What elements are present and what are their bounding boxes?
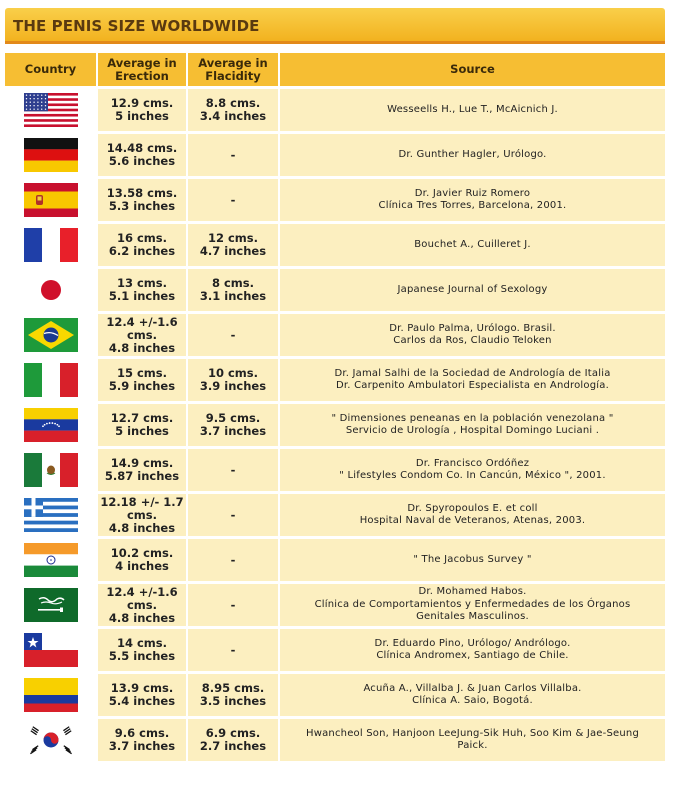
erection-value xyxy=(98,584,186,626)
erection-value xyxy=(98,89,186,131)
source-value xyxy=(280,404,665,446)
erection-value xyxy=(98,719,186,761)
table-row xyxy=(5,629,665,671)
erection-value xyxy=(98,629,186,671)
erection-value-line: 15 cms. xyxy=(116,366,168,380)
source-value-line: Genitales Masculinos. xyxy=(416,611,529,623)
flacidity-value-line: - xyxy=(230,642,236,657)
flacidity-value xyxy=(188,179,278,221)
erection-value-line: 9.6 cms. xyxy=(114,726,170,740)
header-flacidity-line2: Flacidity xyxy=(205,68,261,83)
flacidity-value xyxy=(188,404,278,446)
erection-value-line: cms. xyxy=(126,507,157,522)
erection-value-line: 6.2 inches xyxy=(108,244,176,258)
table-row xyxy=(5,224,665,266)
erection-value-line: 5.5 inches xyxy=(108,649,176,663)
header-country: Country xyxy=(5,53,96,86)
table-row xyxy=(5,269,665,311)
erection-value-line: 14.48 cms. xyxy=(106,141,178,155)
table-row xyxy=(5,314,665,356)
erection-value-line: cms. xyxy=(126,597,157,612)
header-erection-line2: Erection xyxy=(115,68,169,83)
title-banner xyxy=(5,8,665,44)
erection-value-line: 5.4 inches xyxy=(108,694,176,708)
erection-value-line: 5.1 inches xyxy=(108,289,176,303)
erection-value-line: 5 inches xyxy=(115,109,169,123)
flacidity-value-line: 3.7 inches xyxy=(199,424,267,438)
source-value-line: Clínica Andromex, Santiago de Chile. xyxy=(376,650,569,661)
country-cell xyxy=(5,179,96,221)
source-value-line: Dr. Paulo Palma, Urólogo. Brasil. xyxy=(389,322,556,334)
colombia-flag xyxy=(24,678,78,712)
country-cell xyxy=(5,314,96,356)
source-value xyxy=(280,449,665,491)
table-row xyxy=(5,89,665,131)
flacidity-value-line: - xyxy=(230,147,236,162)
flacidity-value-line: 3.9 inches xyxy=(199,379,267,393)
flacidity-value xyxy=(188,224,278,266)
erection-value-line: 13.9 cms. xyxy=(110,681,174,695)
country-cell xyxy=(5,269,96,311)
source-value-line: Dr. Spyropoulos E. et coll xyxy=(407,502,538,514)
header-erection xyxy=(98,53,186,86)
table-container xyxy=(5,50,665,764)
header-flacidity xyxy=(188,53,278,86)
erection-value-line: 5.3 inches xyxy=(108,199,176,213)
erection-value xyxy=(98,269,186,311)
source-value-line: Acuña A., Villalba J. & Juan Carlos Villalba. xyxy=(363,682,582,694)
flacidity-value-line: 10 cms. xyxy=(207,366,259,380)
erection-value-line: 5.6 inches xyxy=(108,154,176,168)
source-value-line: Japanese Journal of Sexology xyxy=(397,283,548,295)
flacidity-value-line: 6.9 cms. xyxy=(205,726,261,740)
erection-value-line: cms. xyxy=(126,327,157,342)
source-value-line: Clínica de Comportamientos y Enfermedades de los Órganos xyxy=(314,598,631,610)
erection-value-line: 12.7 cms. xyxy=(110,411,174,425)
erection-value xyxy=(98,134,186,176)
erection-value-line: 13 cms. xyxy=(116,276,168,290)
flacidity-value xyxy=(188,134,278,176)
erection-value xyxy=(98,224,186,266)
source-value-line: " Lifestyles Condom Co. In Cancún, México ", 2001. xyxy=(339,470,606,481)
erection-value-line: 13.58 cms. xyxy=(106,186,178,200)
flacidity-value-line: 8.95 cms. xyxy=(201,681,265,695)
table-row xyxy=(5,359,665,401)
source-value xyxy=(280,134,665,176)
source-value-line: Hospital Naval de Veteranos, Atenas, 2003. xyxy=(359,515,586,526)
country-cell xyxy=(5,449,96,491)
erection-value-line: 12.9 cms. xyxy=(110,96,174,110)
flacidity-value-line: - xyxy=(230,507,236,522)
flacidity-value-line: - xyxy=(230,192,236,207)
country-cell xyxy=(5,224,96,266)
source-value xyxy=(280,224,665,266)
flacidity-value-line: - xyxy=(230,327,236,342)
flacidity-value-line: 9.5 cms. xyxy=(205,411,261,425)
source-value xyxy=(280,584,665,626)
flacidity-value xyxy=(188,494,278,536)
source-value-line: Dr. Carpenito Ambulatori Especialista en Andrología. xyxy=(336,380,609,391)
source-value-line: Dr. Francisco Ordóñez xyxy=(415,457,530,469)
greece-flag xyxy=(24,498,78,532)
source-value-line: " The Jacobus Survey " xyxy=(413,553,532,565)
source-value xyxy=(280,719,665,761)
flacidity-value-line: 12 cms. xyxy=(207,231,259,245)
size-table xyxy=(3,50,667,764)
erection-value xyxy=(98,674,186,716)
source-value-line: Paick. xyxy=(457,740,488,751)
erection-value-line: 4.8 inches xyxy=(108,610,176,625)
table-row xyxy=(5,494,665,536)
erection-value-line: 5.87 inches xyxy=(104,469,180,483)
country-cell xyxy=(5,89,96,131)
flacidity-value-line: 3.4 inches xyxy=(199,109,267,123)
italy-flag xyxy=(24,363,78,397)
flacidity-value-line: 2.7 inches xyxy=(199,739,267,753)
erection-value xyxy=(98,179,186,221)
erection-value-line: 3.7 inches xyxy=(108,739,176,753)
flacidity-value xyxy=(188,449,278,491)
source-value-line: Carlos da Ros, Claudio Teloken xyxy=(393,335,552,346)
erection-value-line: 4 inches xyxy=(115,559,169,573)
flacidity-value-line: - xyxy=(230,597,236,612)
table-row xyxy=(5,719,665,761)
erection-value-line: 10.2 cms. xyxy=(110,546,174,560)
venezuela-flag xyxy=(24,408,78,442)
table-header-row xyxy=(5,53,665,86)
source-value xyxy=(280,629,665,671)
source-value xyxy=(280,674,665,716)
flacidity-value-line: 3.1 inches xyxy=(199,289,267,303)
erection-value-line: 5 inches xyxy=(115,424,169,438)
erection-value-line: 12.18 +/- 1.7 xyxy=(100,494,184,509)
erection-value-line: 16 cms. xyxy=(116,231,168,245)
table-row xyxy=(5,404,665,446)
country-cell xyxy=(5,719,96,761)
source-value-line: Bouchet A., Cuilleret J. xyxy=(414,238,531,250)
table-row xyxy=(5,134,665,176)
page-title: THE PENIS SIZE WORLDWIDE xyxy=(13,17,260,35)
erection-value xyxy=(98,314,186,356)
country-cell xyxy=(5,584,96,626)
erection-value xyxy=(98,494,186,536)
flacidity-value-line: - xyxy=(230,462,236,477)
germany-flag xyxy=(24,138,78,172)
country-cell xyxy=(5,404,96,446)
india-flag xyxy=(24,543,78,577)
source-value-line: Servicio de Urología , Hospital Domingo Luciani . xyxy=(345,425,600,436)
flacidity-value xyxy=(188,314,278,356)
erection-value-line: 4.8 inches xyxy=(108,340,176,355)
table-row xyxy=(5,584,665,626)
source-value xyxy=(280,314,665,356)
erection-value xyxy=(98,539,186,581)
flacidity-value xyxy=(188,629,278,671)
flacidity-value-line: 3.5 inches xyxy=(199,694,267,708)
erection-value-line: 12.4 +/-1.6 xyxy=(106,584,178,599)
source-value-line: Dr. Mohamed Habos. xyxy=(418,586,527,598)
source-value xyxy=(280,494,665,536)
table-row xyxy=(5,449,665,491)
flacidity-value xyxy=(188,539,278,581)
table-row xyxy=(5,539,665,581)
erection-value-line: 4.8 inches xyxy=(108,520,176,535)
source-value-line: Dr. Jamal Salhi de la Sociedad de Andrología de Italia xyxy=(334,367,611,379)
source-value-line: Wesseells H., Lue T., McAicnich J. xyxy=(387,103,558,115)
flacidity-value xyxy=(188,674,278,716)
source-value-line: " Dimensiones peneanas en la población venezolana " xyxy=(331,412,614,424)
france-flag xyxy=(24,228,78,262)
south-korea-flag xyxy=(24,723,78,757)
saudi-arabia-flag xyxy=(24,588,78,622)
country-cell xyxy=(5,359,96,401)
country-cell xyxy=(5,629,96,671)
flacidity-value xyxy=(188,89,278,131)
flacidity-value xyxy=(188,269,278,311)
erection-value-line: 5.9 inches xyxy=(108,379,176,393)
flacidity-value-line: 8 cms. xyxy=(211,276,255,290)
flacidity-value xyxy=(188,719,278,761)
source-value-line: Dr. Eduardo Pino, Urólogo/ Andrólogo. xyxy=(374,637,571,649)
source-value xyxy=(280,179,665,221)
erection-value-line: 14.9 cms. xyxy=(110,456,174,470)
source-value-line: Dr. Javier Ruiz Romero xyxy=(414,187,531,199)
country-cell xyxy=(5,134,96,176)
mexico-flag xyxy=(24,453,78,487)
flacidity-value-line: - xyxy=(230,552,236,567)
brazil-flag xyxy=(24,318,78,352)
country-cell xyxy=(5,674,96,716)
source-value xyxy=(280,89,665,131)
source-value-line: Dr. Gunther Hagler, Urólogo. xyxy=(398,148,547,160)
erection-value xyxy=(98,404,186,446)
source-value xyxy=(280,539,665,581)
erection-value-line: 12.4 +/-1.6 xyxy=(106,314,178,329)
header-flacidity-line1: Average in xyxy=(198,55,268,70)
japan-flag xyxy=(24,273,78,307)
erection-value xyxy=(98,449,186,491)
country-cell xyxy=(5,494,96,536)
flacidity-value xyxy=(188,584,278,626)
source-value-line: Clínica Tres Torres, Barcelona, 2001. xyxy=(378,200,567,211)
header-source: Source xyxy=(280,53,665,86)
source-value-line: Hwancheol Son, Hanjoon LeeJung-Sik Huh, Soo Kim & Jae-Seung xyxy=(306,727,639,739)
spain-flag xyxy=(24,183,78,217)
country-cell xyxy=(5,539,96,581)
flacidity-value-line: 4.7 inches xyxy=(199,244,267,258)
header-erection-line1: Average in xyxy=(107,55,177,70)
erection-value xyxy=(98,359,186,401)
chile-flag xyxy=(24,633,78,667)
flacidity-value xyxy=(188,359,278,401)
table-row xyxy=(5,179,665,221)
table-row xyxy=(5,674,665,716)
erection-value-line: 14 cms. xyxy=(116,636,168,650)
table-body xyxy=(5,89,665,761)
flacidity-value-line: 8.8 cms. xyxy=(205,96,261,110)
source-value-line: Clínica A. Saio, Bogotá. xyxy=(412,695,533,706)
usa-flag xyxy=(24,93,78,127)
source-value xyxy=(280,359,665,401)
source-value xyxy=(280,269,665,311)
